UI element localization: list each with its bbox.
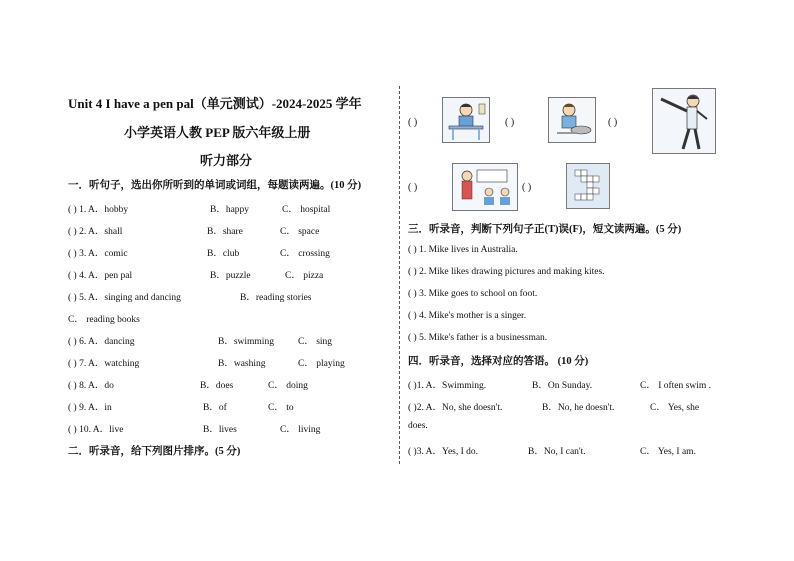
part3-heading: 三．听录音，判断下列句子正(T)误(F)，短文读两遍。(5 分)	[408, 224, 682, 235]
part1-item-3-b: B．club	[207, 249, 240, 259]
part1-item-3-a: ( ) 3. A．comic	[68, 249, 128, 259]
picture-3-bracket[interactable]: ( )	[608, 117, 618, 128]
part4-item-2-c: C． Yes, she	[650, 403, 700, 413]
worksheet-subtitle: 小学英语人教 PEP 版六年级上册	[124, 125, 311, 140]
part1-item-6-b: B．swimming	[218, 337, 274, 347]
part4-item-3-c: C． Yes, I am.	[640, 447, 696, 457]
picture-4-bracket[interactable]: ( )	[408, 182, 418, 193]
part4-item-2-a: ( )2. A．No, she doesn't.	[408, 403, 503, 413]
part1-item-2-b: B．share	[207, 227, 243, 237]
part1-item-1-c: C． hospital	[282, 205, 331, 215]
part3-item-3: ( ) 3. Mike goes to school on foot.	[408, 289, 538, 299]
part1-item-7-a: ( ) 7. A．watching	[68, 359, 140, 369]
part4-item-2-cont: does.	[408, 421, 428, 431]
part1-item-9-b: B．of	[203, 403, 227, 413]
part3-item-2: ( ) 2. Mike likes drawing pictures and making kites.	[408, 267, 605, 277]
part1-item-5-a: ( ) 5. A．singing and dancing	[68, 293, 181, 303]
part1-item-5-b: B．reading stories	[240, 293, 312, 303]
picture-boy-puzzle	[548, 97, 596, 143]
part1-item-1-a: ( ) 1. A．hobby	[68, 205, 129, 215]
part4-heading: 四．听录音，选择对应的答语。 (10 分)	[408, 356, 589, 367]
part1-item-8-b: B．does	[200, 381, 234, 391]
part1-item-7-b: B．washing	[218, 359, 266, 369]
part4-item-1-c: C． I often swim .	[640, 381, 711, 391]
column-divider	[399, 86, 400, 464]
part1-item-6-c: C． sing	[298, 337, 333, 347]
picture-1-bracket[interactable]: ( )	[408, 117, 418, 128]
part4-item-1-a: ( )1. A．Swimming.	[408, 381, 487, 391]
part1-item-5-c: C． reading books	[68, 315, 140, 325]
part1-item-10-b: B．lives	[203, 425, 237, 435]
part1-item-4-c: C． pizza	[285, 271, 324, 281]
part1-item-3-c: C． crossing	[280, 249, 330, 259]
part4-item-3-a: ( )3. A．Yes, I do.	[408, 447, 479, 457]
part1-item-4-a: ( ) 4. A．pen pal	[68, 271, 133, 281]
part4-item-1-b: B．On Sunday.	[532, 381, 593, 391]
part1-item-10-a: ( ) 10. A．live	[68, 425, 124, 435]
picture-2-bracket[interactable]: ( )	[505, 117, 515, 128]
part1-item-4-b: B．puzzle	[210, 271, 251, 281]
part1-item-2-c: C． space	[280, 227, 320, 237]
part3-item-5: ( ) 5. Mike's father is a businessman.	[408, 333, 548, 343]
picture-5-bracket[interactable]: ( )	[522, 182, 532, 193]
worksheet-title: Unit 4 I have a pen pal（单元测试）-2024-2025 学年	[68, 96, 362, 111]
part1-item-7-c: C． playing	[298, 359, 345, 369]
part1-item-8-a: ( ) 8. A．do	[68, 381, 114, 391]
part1-heading: 一．听句子，选出你所听到的单词或词组，每题读两遍。(10 分)	[68, 180, 362, 191]
part3-item-4: ( ) 4. Mike's mother is a singer.	[408, 311, 527, 321]
part4-item-2-b: B．No, he doesn't.	[542, 403, 615, 413]
picture-crossword	[566, 163, 610, 209]
part1-item-1-b: B．happy	[210, 205, 250, 215]
part1-item-9-a: ( ) 9. A．in	[68, 403, 112, 413]
picture-boy-writing	[442, 97, 490, 143]
part1-item-6-a: ( ) 6. A．dancing	[68, 337, 135, 347]
part1-item-2-a: ( ) 2. A．shall	[68, 227, 123, 237]
listening-section-title: 听力部分	[200, 153, 253, 168]
part1-item-9-c: C． to	[268, 403, 294, 413]
picture-girl-kung-fu	[652, 88, 716, 154]
picture-teacher-class	[452, 163, 518, 211]
part4-item-3-b: B．No, I can't.	[528, 447, 586, 457]
part1-item-8-c: C． doing	[268, 381, 308, 391]
part1-item-10-c: C． living	[280, 425, 321, 435]
part2-heading: 二．听录音，给下列图片排序。(5 分)	[68, 446, 241, 457]
part3-item-1: ( ) 1. Mike lives in Australia.	[408, 245, 518, 255]
